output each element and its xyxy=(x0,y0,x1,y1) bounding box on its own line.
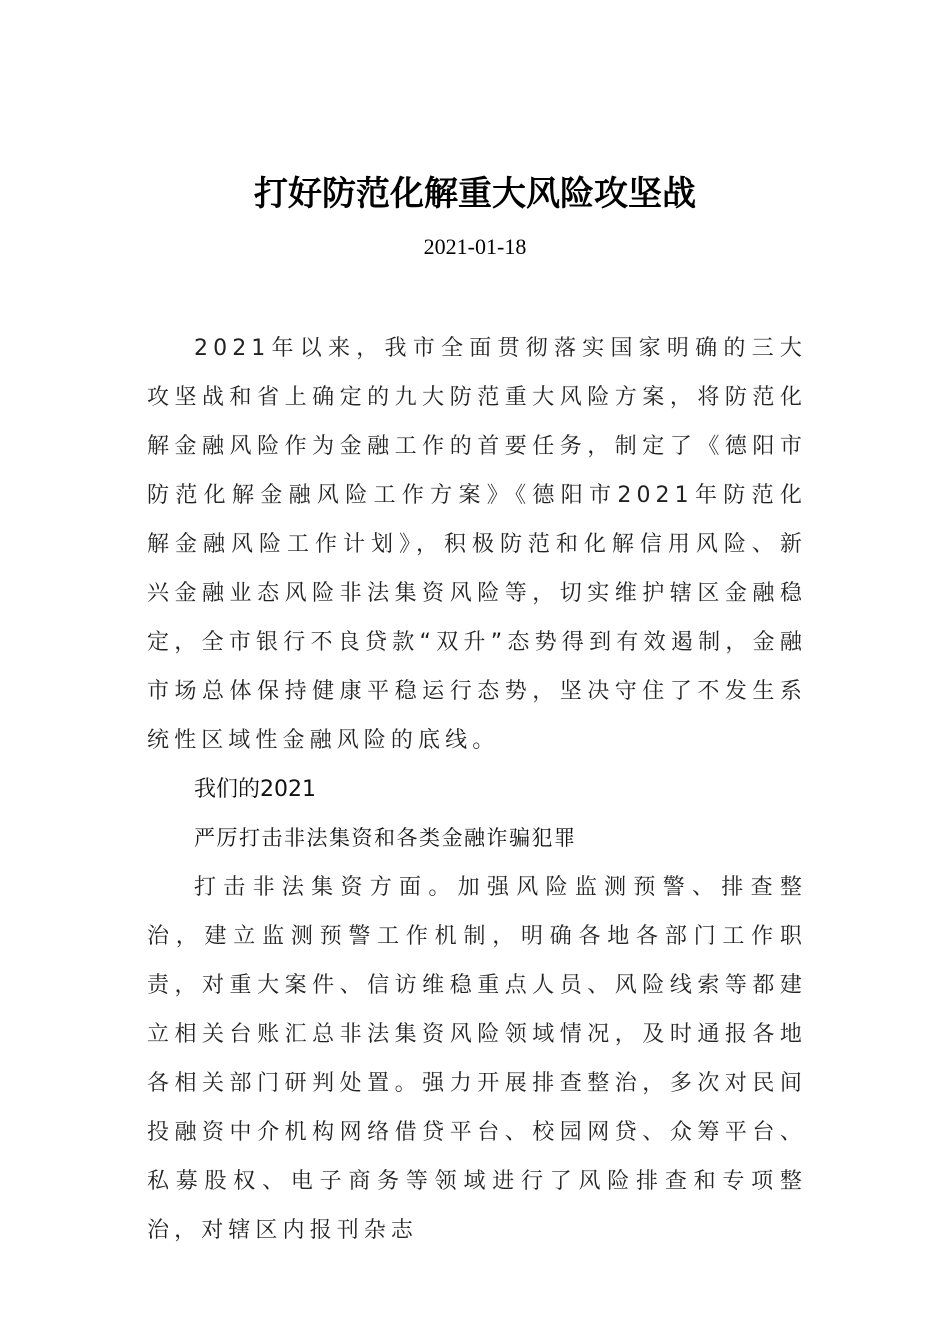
document-date: 2021-01-18 xyxy=(423,234,527,259)
paragraph-illegal-fundraising: 打击非法集资方面。加强风险监测预警、排查整治，建立监测预警工作机制，明确各地各部门工作职责，对重大案件、信访维稳重点人员、风险线索等都建立相关台账汇总非法集资风险领域情况，及时通报各地各相关部门研判处置。强力开展排查整治，多次对民间投融资中介机构网络借贷平台、校园网贷、众筹平台、私募股权、电子商务等领域进行了风险排查和专项整治，对辖区内报刊杂志 xyxy=(147,875,807,1243)
paragraph-intro: 2021年以来，我市全面贯彻落实国家明确的三大攻坚战和省上确定的九大防范重大风险方案，将防范化解金融风险作为金融工作的首要任务，制定了《德阳市防范化解金融风险工作方案》《德阳市2021年防范化解金融风险工作计划》，积极防范和化解信用风险、新兴金融业态风险非法集资风险等，切实维护辖区金融稳定，全市银行不良贷款“双升”态势得到有效遏制，金融市场总体保持健康平稳运行态势，坚决守住了不发生系统性区域性金融风险的底线。 xyxy=(147,336,807,753)
document-title: 打好防范化解重大风险攻坚战 xyxy=(254,174,696,214)
document-body xyxy=(147,324,807,1255)
section-subheading: 严厉打击非法集资和各类金融诈骗犯罪 xyxy=(194,826,577,850)
section-heading: 我们的2021 xyxy=(194,777,316,802)
